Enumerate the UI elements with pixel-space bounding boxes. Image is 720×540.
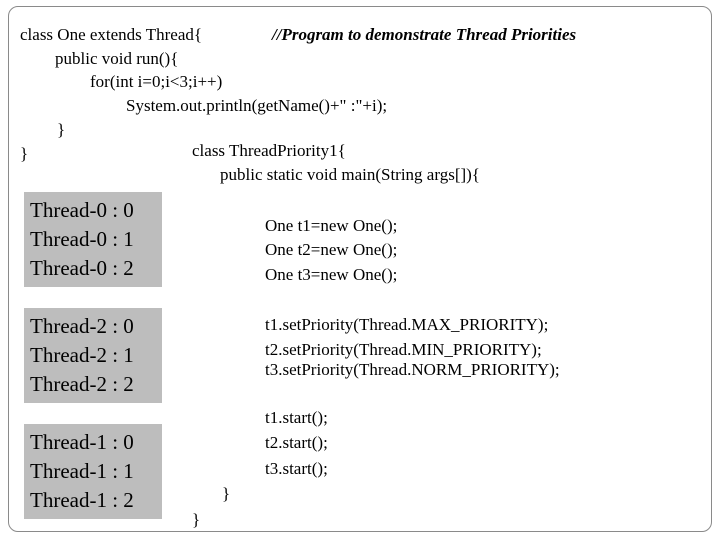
code-line-start-t2: t2.start(); (265, 433, 328, 452)
code-line-create-t2: One t2=new One(); (265, 240, 398, 259)
code-line-create-t1: One t1=new One(); (265, 216, 398, 235)
code-line-start-t3: t3.start(); (265, 459, 328, 478)
code-line-main-class: class ThreadPriority1{ (192, 141, 346, 160)
code-line-priority-t1: t1.setPriority(Thread.MAX_PRIORITY); (265, 315, 549, 334)
output-line: Thread-1 : 0 (30, 430, 134, 454)
code-line-close-main: } (222, 484, 231, 503)
output-line: Thread-1 : 2 (30, 488, 134, 512)
code-line-println: System.out.println(getName()+" :"+i); (126, 96, 388, 115)
output-box-thread-0 (24, 192, 162, 287)
output-line: Thread-2 : 1 (30, 343, 134, 367)
code-line-close-class: } (20, 144, 29, 163)
code-line-main-method: public static void main(String args[]){ (220, 165, 480, 184)
code-line-close-main-class: } (192, 510, 201, 529)
output-line: Thread-0 : 1 (30, 227, 134, 251)
code-line-start-t1: t1.start(); (265, 408, 328, 427)
code-line-run: public void run(){ (55, 49, 179, 68)
output-line: Thread-2 : 2 (30, 372, 134, 396)
code-line-priority-t3: t3.setPriority(Thread.NORM_PRIORITY); (265, 360, 560, 379)
output-line: Thread-0 : 0 (30, 198, 134, 222)
code-line-close-run: } (57, 120, 66, 139)
output-line: Thread-2 : 0 (30, 314, 134, 338)
output-box-thread-2 (24, 308, 162, 403)
code-line-priority-t2: t2.setPriority(Thread.MIN_PRIORITY); (265, 340, 542, 359)
output-line: Thread-0 : 2 (30, 256, 134, 280)
program-comment: //Program to demonstrate Thread Priorities (272, 25, 577, 44)
output-box-thread-1 (24, 424, 162, 519)
code-line-create-t3: One t3=new One(); (265, 265, 398, 284)
output-line: Thread-1 : 1 (30, 459, 134, 483)
code-line-class-one: class One extends Thread{ (20, 25, 203, 44)
code-line-for: for(int i=0;i<3;i++) (90, 72, 223, 91)
